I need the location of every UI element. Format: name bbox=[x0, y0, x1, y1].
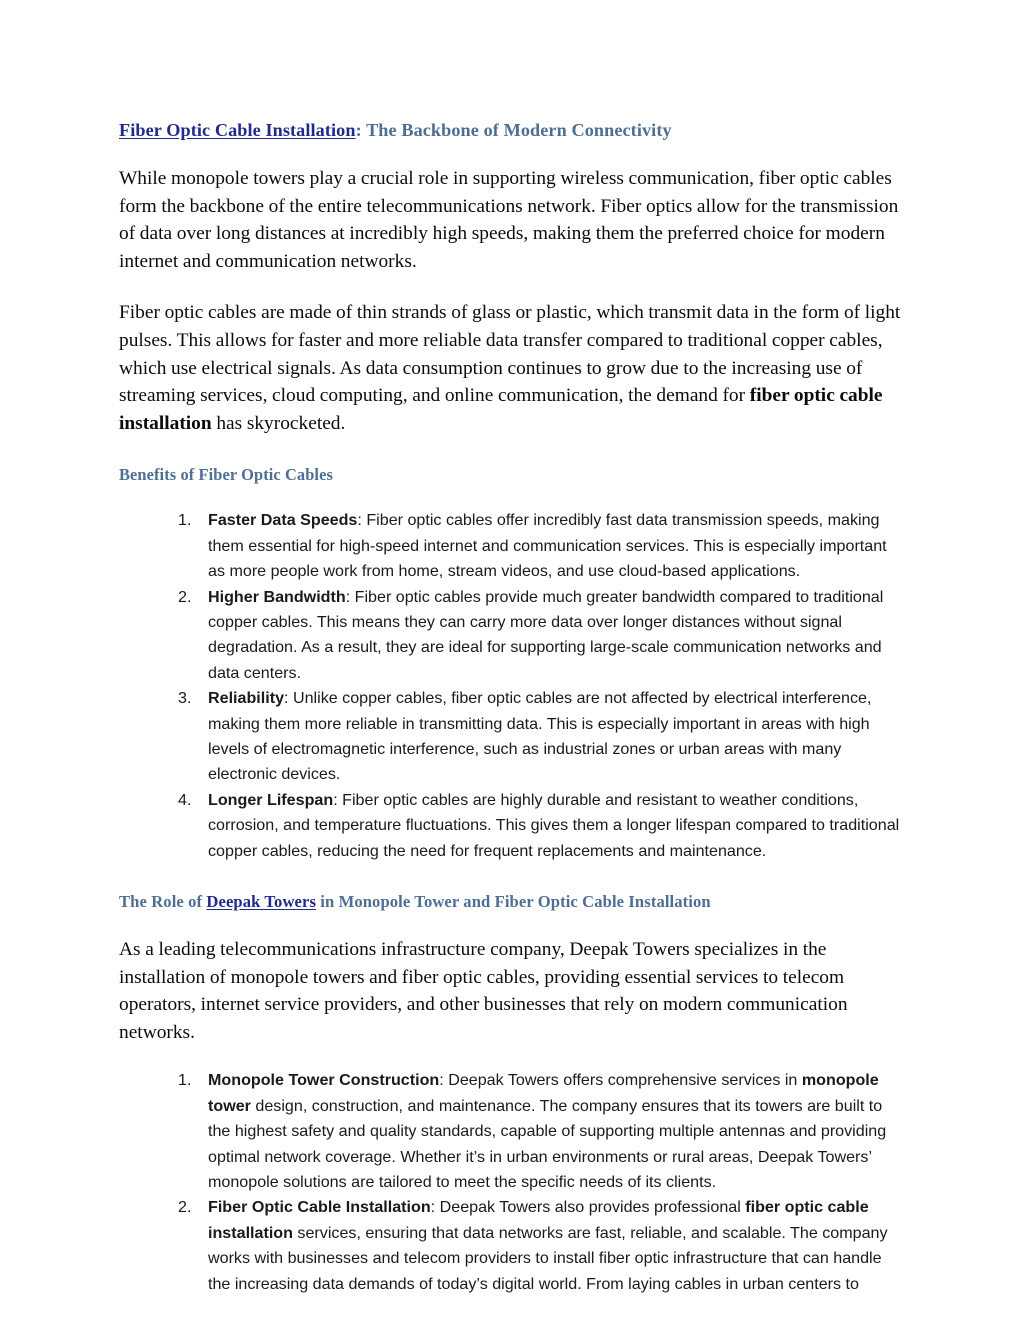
spacer bbox=[119, 913, 903, 936]
spacer bbox=[119, 142, 903, 165]
section-heading-benefits: Benefits of Fiber Optic Cables bbox=[119, 465, 333, 485]
list-item-text-1: : Deepak Towers offers comprehensive services in bbox=[439, 1071, 802, 1090]
list-item-text: : Fiber optic cables offer incredibly fast data transmission speeds, making them essential for high-speed internet and communication services. This is especially important as more people work from home, stream videos, and use cloud-based applications. bbox=[208, 511, 887, 581]
list-item-bold-lead: Fiber Optic Cable Installation bbox=[208, 1198, 431, 1217]
list-item-text-1: : Deepak Towers also provides professional bbox=[430, 1198, 746, 1217]
list-item-text-2: design, construction, and maintenance. The company ensures that its towers are built to the highest safety and quality standards, capable of supporting multiple antennas and providing optimal network coverage. Whether it’s in urban environments or rural areas, Deepak Towers’ monopole solutions are tailored to meet the specific needs of its clients. bbox=[208, 1096, 887, 1192]
paragraph-2-part-2: has skyrocketed. bbox=[211, 412, 346, 434]
list-item bbox=[178, 585, 903, 687]
list-item-text: : Unlike copper cables, fiber optic cables are not affected by electrical interference, making them more reliable in transmitting data. This is especially important in areas with high levels of electromagnetic interference, such as industrial zones or urban areas with many electronic devices. bbox=[208, 689, 872, 784]
list-item-bold-lead: Faster Data Speeds bbox=[208, 511, 358, 530]
spacer bbox=[119, 864, 903, 891]
list-item-bold-lead: Higher Bandwidth bbox=[208, 587, 346, 606]
title-subtitle: : The Backbone of Modern Connectivity bbox=[355, 120, 672, 140]
benefits-list bbox=[119, 508, 903, 864]
section-heading-suffix: in Monopole Tower and Fiber Optic Cable Installation bbox=[316, 892, 711, 912]
list-item-text-2: services, ensuring that data networks are fast, reliable, and scalable. The company works with businesses and telecom providers to install fiber optic infrastructure that can handle the increasing data demands of today’s digital world. From laying cables in urban centers to bbox=[208, 1223, 888, 1293]
list-item bbox=[178, 686, 903, 788]
list-item-bold-lead: Monopole Tower Construction bbox=[208, 1071, 440, 1090]
paragraph-2-bold-phrase: fiber optic cable installation bbox=[119, 385, 883, 434]
page-title bbox=[119, 118, 903, 142]
section-heading-deepak-towers-role bbox=[119, 891, 903, 913]
document-body bbox=[119, 118, 903, 1297]
spacer bbox=[119, 1046, 903, 1068]
spacer bbox=[119, 275, 903, 299]
list-item-bold-lead: Longer Lifespan bbox=[208, 790, 334, 809]
deepak-towers-link[interactable]: Deepak Towers bbox=[206, 892, 317, 912]
list-item-inline-bold: fiber optic cable installation bbox=[208, 1198, 869, 1242]
section-heading-prefix: The Role of bbox=[119, 892, 207, 912]
list-item bbox=[178, 1195, 903, 1297]
list-item-text: : Fiber optic cables provide much greater bandwidth compared to traditional copper cables. This means they can carry more data over longer distances without signal degradation. As a result, they are ideal for supporting large-scale communication networks and data centers. bbox=[208, 587, 884, 682]
list-item-text: : Fiber optic cables are highly durable and resistant to weather conditions, corrosion, and temperature fluctuations. This gives them a longer lifespan compared to traditional copper cables, reducing the need for frequent replacements and maintenance. bbox=[208, 790, 900, 860]
spacer bbox=[119, 486, 903, 508]
spacer bbox=[119, 437, 903, 464]
company-paragraph: As a leading telecommunications infrastructure company, Deepak Towers specializes in the installation of monopole towers and fiber optic cables, providing essential services to telecom operators, internet service providers, and other businesses that rely on modern communication networks. bbox=[119, 939, 848, 1043]
intro-paragraph-1: While monopole towers play a crucial role in supporting wireless communication, fiber optic cables form the backbone of the entire telecommunications network. Fiber optics allow for the transmission of data over long distances at incredibly high speeds, making them the preferred choice for modern internet and communication networks. bbox=[119, 168, 899, 272]
services-list bbox=[119, 1068, 903, 1297]
paragraph-2-part-1: Fiber optic cables are made of thin strands of glass or plastic, which transmit data in the form of light pulses. This allows for faster and more reliable data transfer compared to traditional copper cables, which use electrical signals. As data consumption continues to grow due to the increasing use of streaming services, cloud computing, and online communication, the demand for bbox=[119, 302, 901, 407]
title-link-fiber-optic-cable-installation[interactable]: Fiber Optic Cable Installation bbox=[119, 120, 356, 140]
list-item-bold-lead: Reliability bbox=[208, 689, 285, 708]
intro-paragraph-2 bbox=[119, 299, 903, 437]
list-item-inline-bold: monopole tower bbox=[208, 1071, 879, 1115]
list-item bbox=[178, 1068, 903, 1195]
list-item bbox=[178, 508, 903, 584]
list-item bbox=[178, 788, 903, 864]
